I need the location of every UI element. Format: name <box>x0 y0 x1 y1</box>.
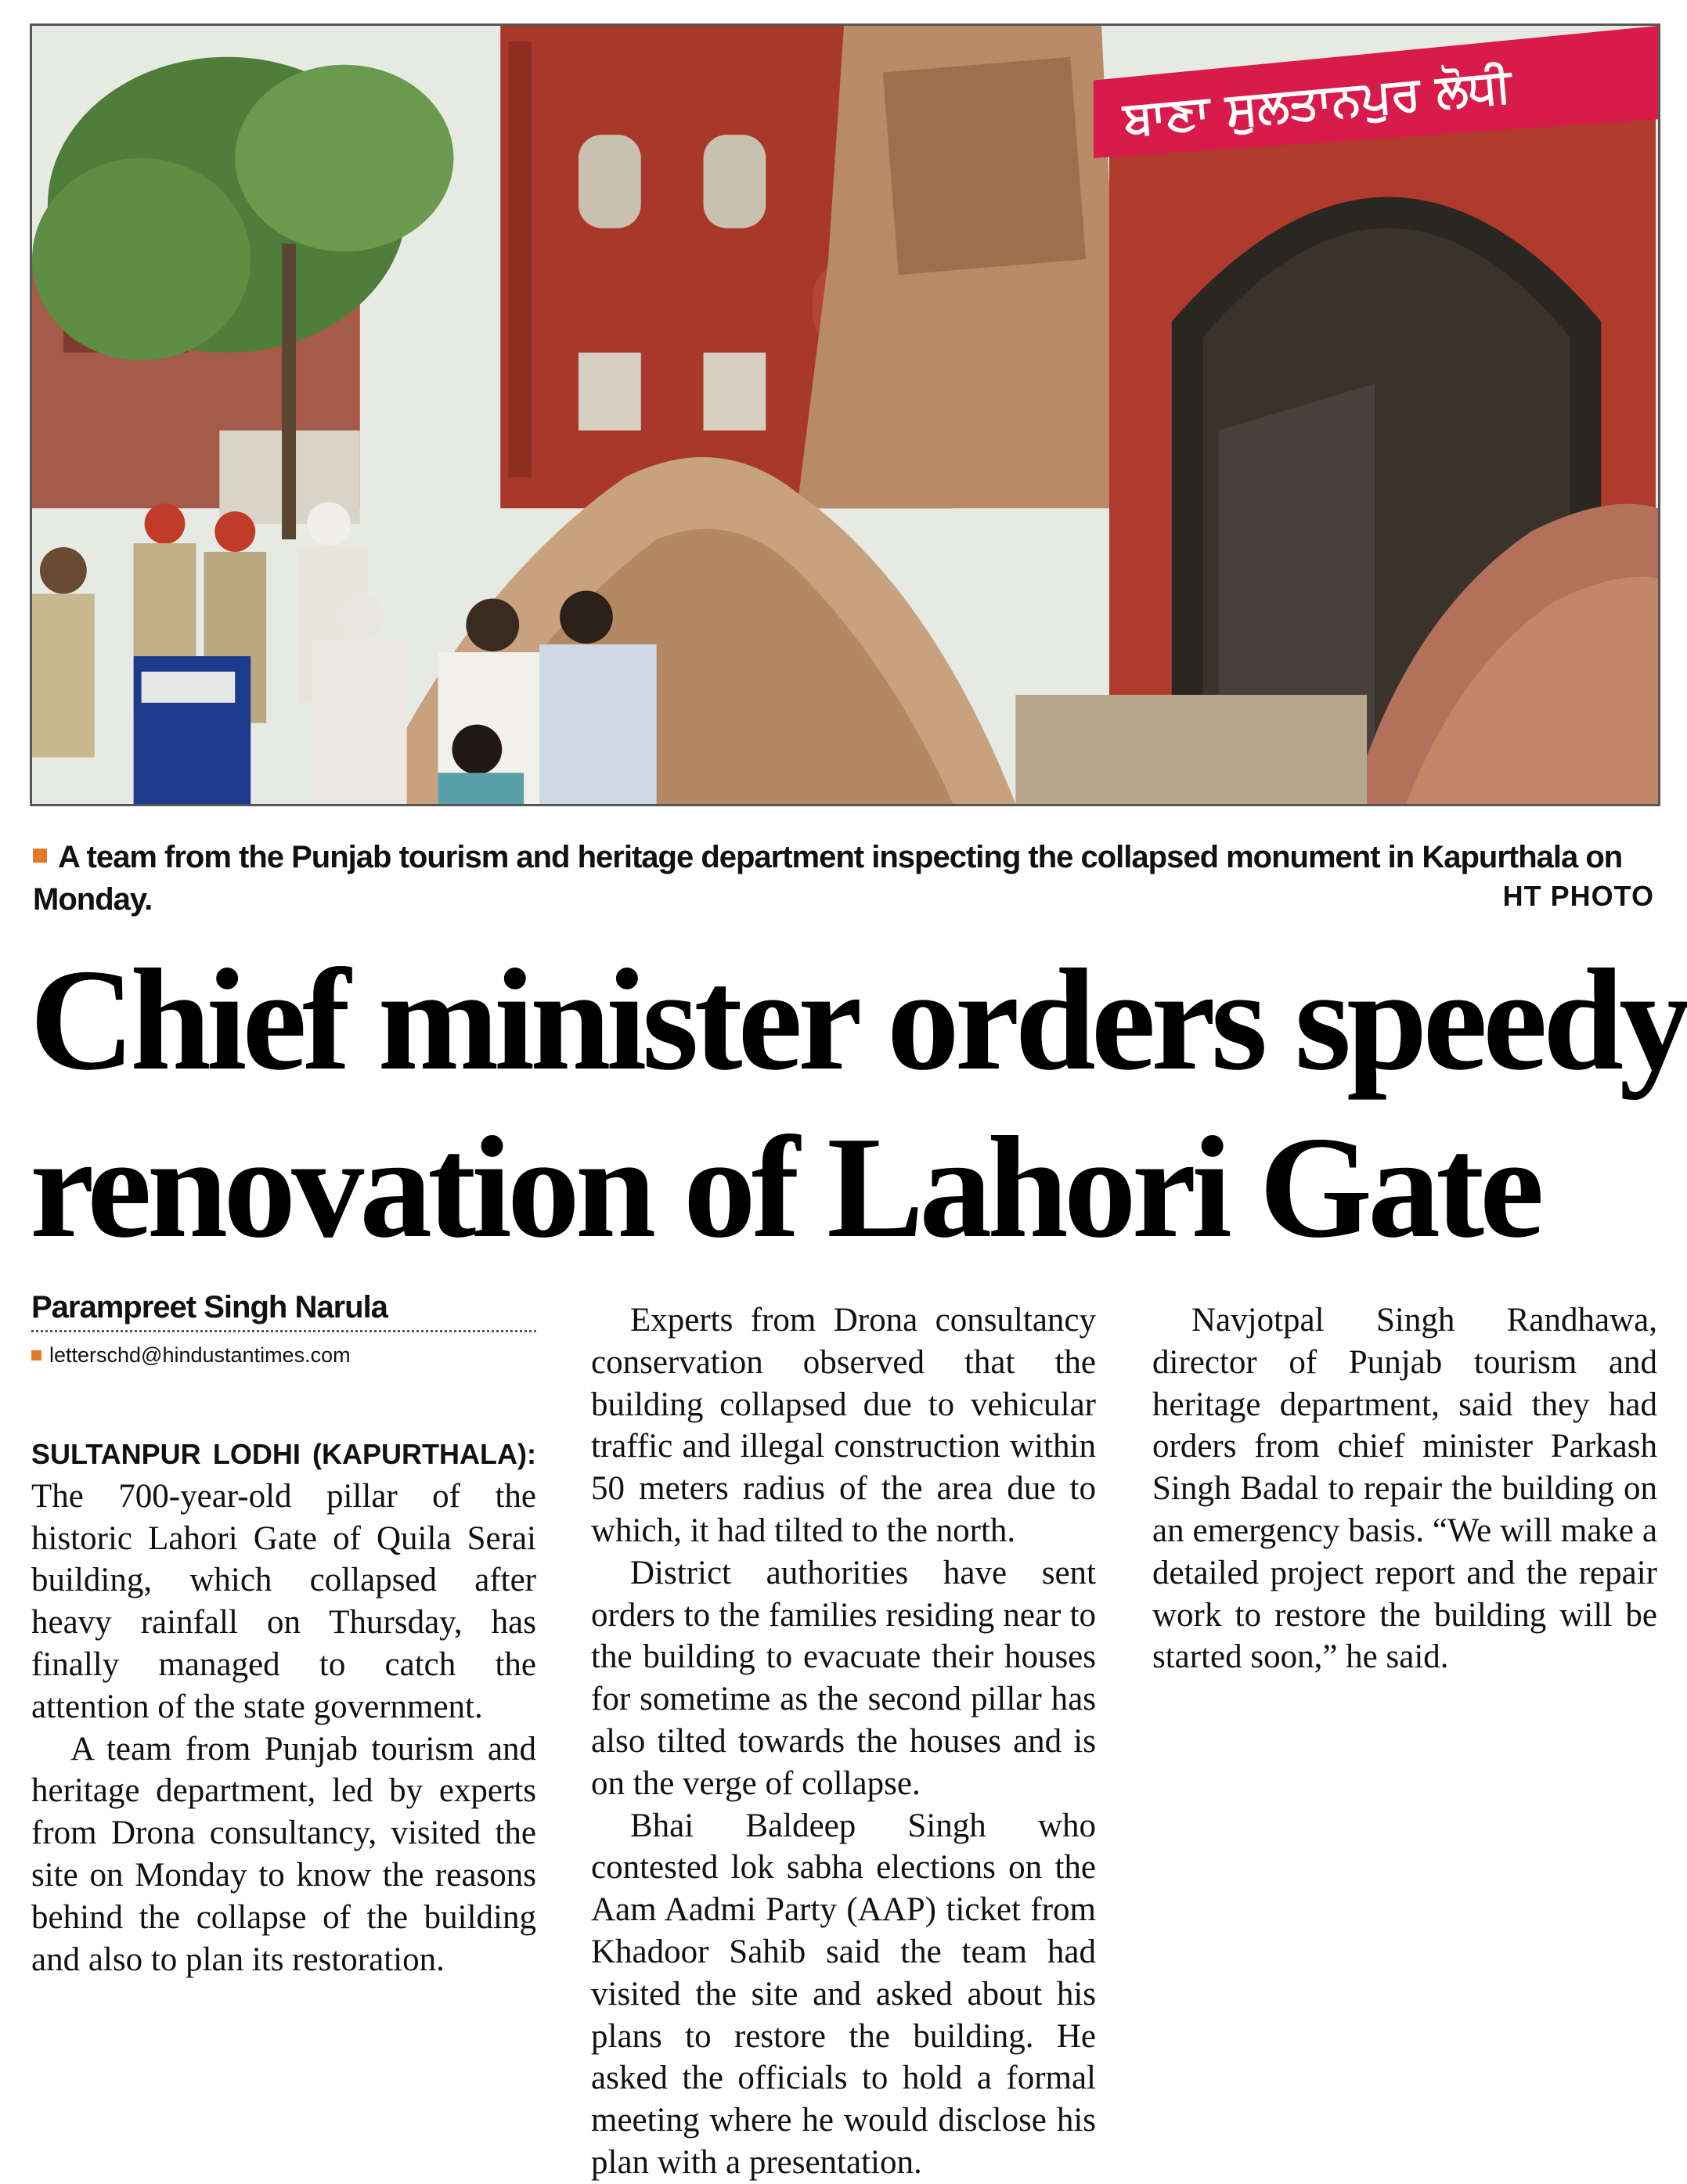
dateline: SULTANPUR LODHI (KAPURTHALA): <box>31 1438 536 1470</box>
byline <box>31 1290 536 1368</box>
photo-credit: HT PHOTO <box>1502 880 1654 912</box>
article-paragraph-6: Navjotpal Singh Randhawa, director of Punjab tourism and heritage department, said they had orders from chief minister Parkash Singh Badal to repair the building on an emergency basis. “We will make a detailed project report and the repair work to restore the building will be started soon,” he said. <box>1152 1302 1657 1676</box>
article-column-2 <box>591 1299 1096 2184</box>
author-email-text: letterschd@hindustantimes.com <box>49 1343 351 1367</box>
caption-text: A team from the Punjab tourism and heritage department inspecting the collapsed monument in Kapurthala on Monday. <box>33 840 1623 917</box>
email-bullet-icon <box>31 1350 41 1360</box>
news-photo <box>30 23 1660 806</box>
article-paragraph-5: Bhai Baldeep Singh who contested lok sabha elections on the Aam Aadmi Party (AAP) ticket from Khadoor Sahib said the team had visited the site and asked about his plans to restore the building. He asked the officials to hold a formal meeting where he would disclose his plan with a presentation. <box>591 1807 1096 2181</box>
gate-sign-text: ਬਾਣਾ ਸੁਲਤਾਨਪੁਰ ਲੋਧੀ <box>1121 59 1514 147</box>
article-paragraph-1 <box>31 1433 536 1728</box>
article-column-3 <box>1152 1299 1657 1678</box>
headline <box>30 936 1687 1271</box>
article-paragraph-2: A team from Punjab tourism and heritage department, led by experts from Drona consultancy, visited the site on Monday to know the reasons behind the collapse of the building and also to plan its restoration. <box>31 1730 536 1978</box>
headline-line-1: Chief minister orders speedy <box>30 939 1687 1101</box>
headline-line-2: renovation of Lahori Gate <box>30 1107 1540 1268</box>
caption-bullet-icon <box>33 849 47 863</box>
article-paragraph-3: Experts from Drona consultancy conservation observed that the building collapsed due to vehicular traffic and illegal construction within 50 meters radius of the area due to which, it had tilted to the north. <box>591 1302 1096 1549</box>
paragraph-1-text: The 700-year-old pillar of the historic Lahori Gate of Quila Serai building, which collapsed after heavy rainfall on Thursday, has finally managed to catch the attention of the state government. <box>31 1477 536 1725</box>
author-email <box>31 1343 536 1368</box>
author-name: Parampreet Singh Narula <box>31 1290 536 1332</box>
article-column-1 <box>31 1433 536 1980</box>
collapsed-gate-illustration <box>32 26 1658 804</box>
article-paragraph-4: District authorities have sent orders to the families residing near to the building to evacuate their houses for sometime as the second pillar has also tilted towards the houses and is on the verge of collapse. <box>591 1554 1096 1802</box>
photo-caption <box>33 836 1653 921</box>
